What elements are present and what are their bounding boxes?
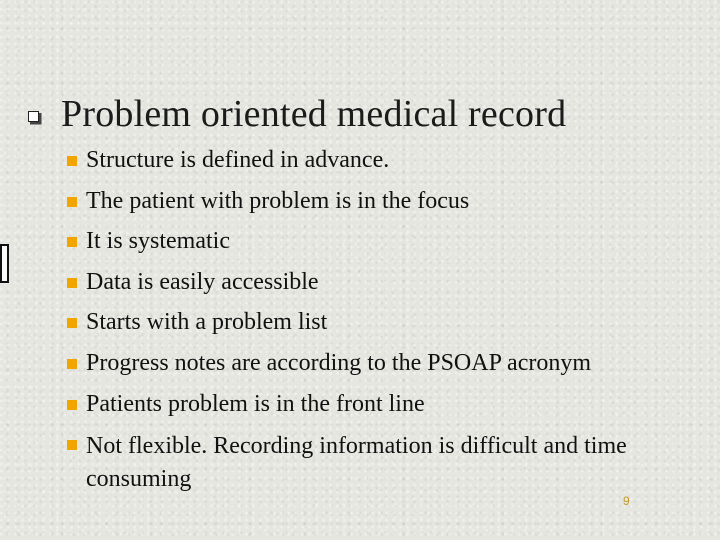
filled-square-bullet-icon: [67, 359, 77, 369]
title-row: [28, 92, 566, 136]
filled-square-bullet-icon: [67, 197, 77, 207]
list-item-text: Progress notes are according to the PSOAP acronym: [86, 349, 592, 376]
list-item: [66, 187, 706, 216]
list-item-text: Not flexible. Recording information is difficult and time consuming: [86, 433, 627, 493]
filled-square-bullet-icon: [67, 237, 77, 247]
list-item: [66, 349, 706, 378]
list-item-text: Data is easily accessible: [86, 268, 319, 295]
list-item-text: It is systematic: [86, 228, 230, 255]
slide-title: Problem oriented medical record: [61, 93, 567, 135]
list-item: [66, 146, 706, 175]
edge-marker-icon: [0, 244, 9, 283]
list-item-text: Patients problem is in the front line: [86, 390, 425, 417]
list-item-text: Structure is defined in advance.: [86, 147, 390, 173]
filled-square-bullet-icon: [67, 400, 77, 410]
filled-square-bullet-icon: [67, 156, 77, 166]
list-item: [66, 430, 706, 496]
list-item: [66, 390, 706, 419]
hollow-square-bullet-icon: [28, 111, 42, 125]
list-item: [66, 308, 706, 337]
filled-square-bullet-icon: [67, 440, 77, 450]
list-item-text: Starts with a problem list: [86, 309, 328, 336]
list-item: [66, 268, 706, 297]
list-item: [66, 227, 706, 256]
filled-square-bullet-icon: [67, 278, 77, 288]
page-number: 9: [623, 494, 630, 508]
filled-square-bullet-icon: [67, 318, 77, 328]
list-item-text: The patient with problem is in the focus: [86, 187, 470, 214]
bullet-list: [66, 146, 706, 496]
